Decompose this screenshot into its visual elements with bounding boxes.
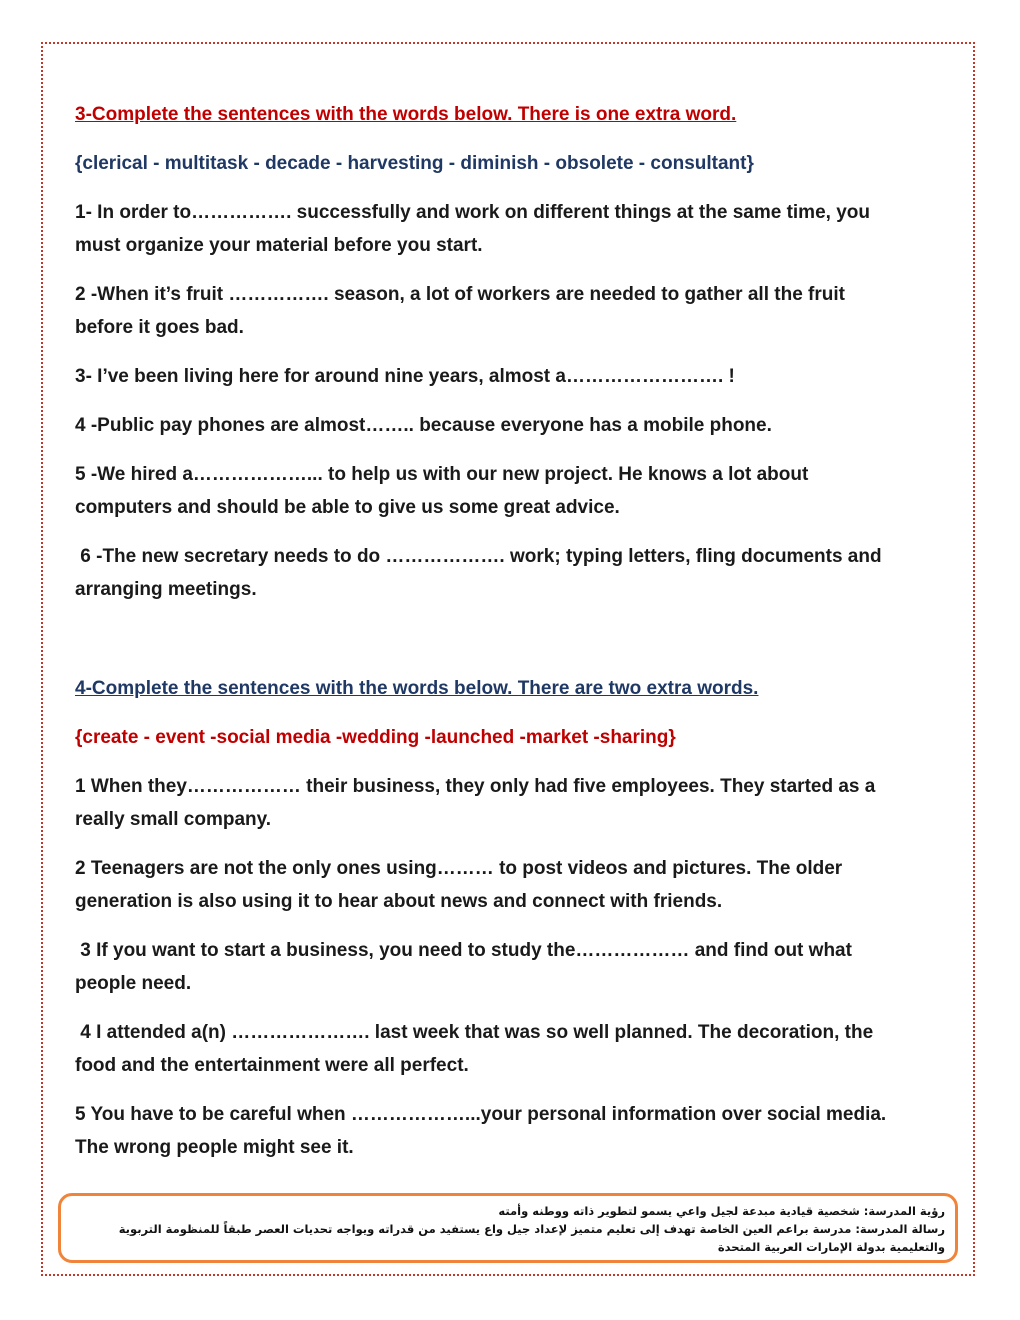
- section-3-sentence-2: 2 -When it’s fruit ……………. season, a lot of workers are needed to gather all the fruit before it goes bad.: [75, 284, 845, 338]
- section-4-sentence-2: 2 Teenagers are not the only ones using……… to post videos and pictures. The older generation is also using it to hear about news and connect with friends.: [75, 858, 843, 912]
- section-3-sentence-5: 5 -We hired a………………... to help us with our new project. He knows a lot about computers and should be able to give us some great advice.: [75, 464, 809, 518]
- school-vision: رؤية المدرسة: شخصية قيادية مبدعة لجيل واعي يسمو لتطوير ذاته ووطنه وأمته: [498, 1204, 945, 1218]
- section-3-sentence-1: 1- In order to……………. successfully and work on different things at the same time, you must organize your material before you start.: [75, 202, 870, 256]
- worksheet-content: [75, 98, 905, 1180]
- section-4-heading: 4-Complete the sentences with the words below. There are two extra words.: [75, 678, 759, 699]
- section-3-heading: 3-Complete the sentences with the words below. There is one extra word.: [75, 104, 737, 125]
- section-3-sentence-6: 6 -The new secretary needs to do ………………. work; typing letters, fling documents and arranging meetings.: [75, 546, 887, 600]
- section-3-sentence-3: 3- I’ve been living here for around nine years, almost a……………………. !: [75, 366, 735, 387]
- section-3-sentence-4: 4 -Public pay phones are almost…….. because everyone has a mobile phone.: [75, 415, 772, 436]
- section-3-word-bank: {clerical - multitask - decade - harvesting - diminish - obsolete - consultant}: [75, 153, 754, 174]
- section-4-sentence-5: 5 You have to be careful when ………………...your personal information over social media. The wrong people might see it.: [75, 1104, 887, 1158]
- section-4-sentence-4: 4 I attended a(n) …………………. last week that was so well planned. The decoration, the food and the entertainment were all perfect.: [75, 1022, 879, 1076]
- section-4-sentence-3: 3 If you want to start a business, you need to study the……………… and find out what people need.: [75, 940, 858, 994]
- section-4-sentence-1: 1 When they……………… their business, they only had five employees. They started as a really small company.: [75, 776, 876, 830]
- section-4-word-bank: {create - event -social media -wedding -launched -market -sharing}: [75, 727, 676, 748]
- school-mission: رسالة المدرسة: مدرسة براعم العين الخاصة تهدف إلى تعليم متميز لإعداد جيل واع يستفيد من قدراته ويواجه تحديات العصر طبقاً للمنظومة التربوية والتعليمية بدولة الإمارات العربية المتحدة: [118, 1222, 945, 1254]
- school-footer: [58, 1193, 958, 1263]
- section-gap: [75, 622, 905, 672]
